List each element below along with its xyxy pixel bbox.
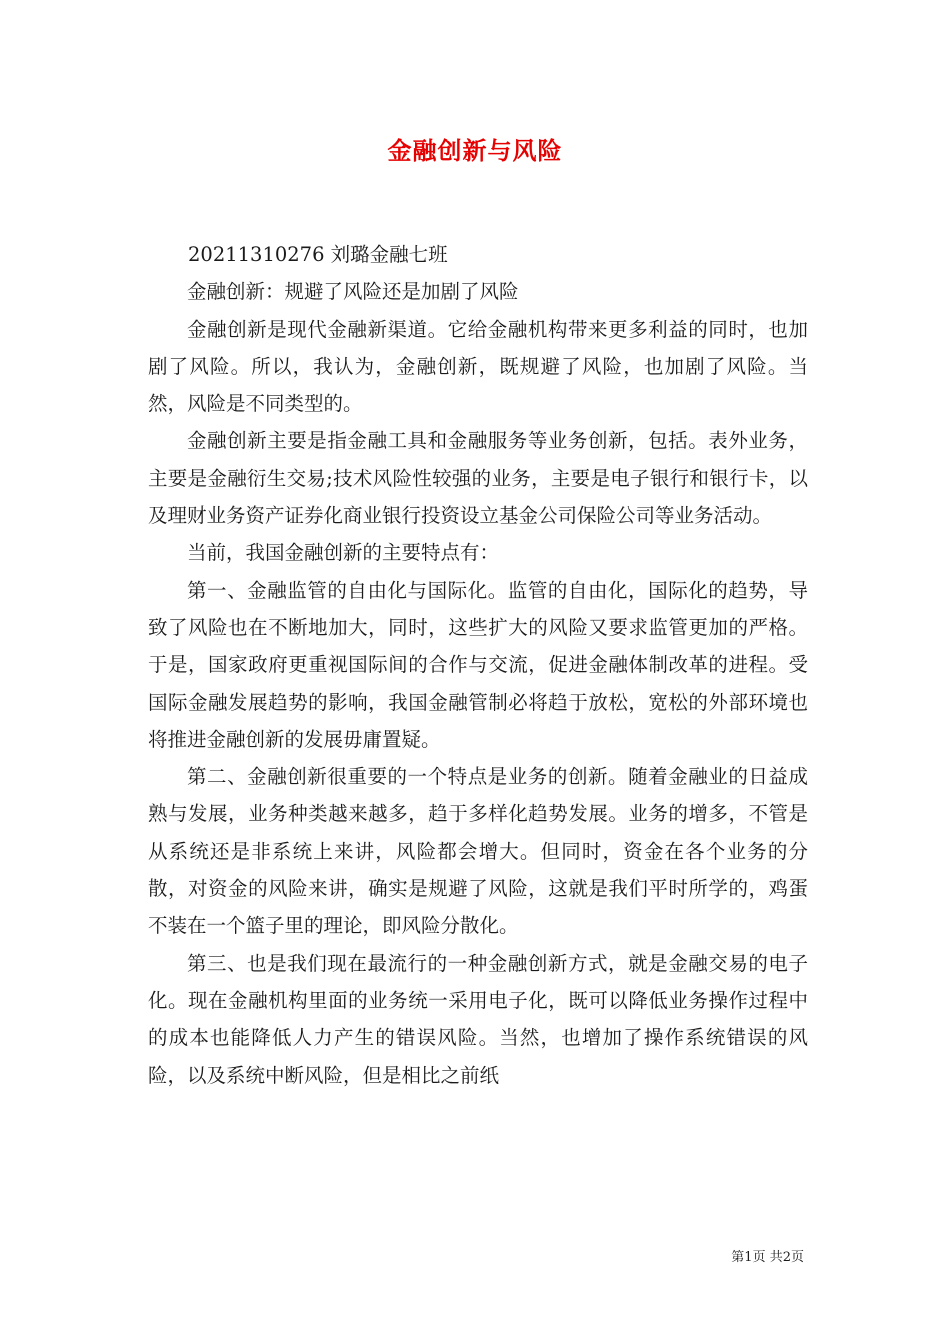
body-paragraph: 当前，我国金融创新的主要特点有： [187, 541, 500, 565]
document-body [148, 236, 808, 1094]
author-line: 20211310276 刘璐金融七班 [188, 243, 448, 266]
footer-prefix: 第 [731, 1250, 745, 1265]
body-paragraph: 金融创新是现代金融新渠道。它给金融机构带来更多利益的同时，也加剧了风险。所以，我认为，金融创新，既规避了风险，也加剧了风险。当然，风险是不同类型的。 [148, 317, 808, 416]
page-footer [731, 1246, 804, 1265]
footer-suffix: 页 [790, 1250, 804, 1265]
footer-middle: 页 共 [752, 1250, 783, 1265]
body-paragraph: 第三、也是我们现在最流行的一种金融创新方式，就是金融交易的电子化。现在金融机构里面的业务统一采用电子化，既可以降低业务操作过程中的成本也能降低人力产生的错误风险。当然，也增加了操作系统错误的风险，以及系统中断风险，但是相比之前纸 [148, 951, 808, 1087]
body-paragraph: 第一、金融监管的自由化与国际化。监管的自由化，国际化的趋势，导致了风险也在不断地加大，同时，这些扩大的风险又要求监管更加的严格。于是，国家政府更重视国际间的合作与交流，促进金融体制改革的进程。受国际金融发展趋势的影响，我国金融管制必将趋于放松，宽松的外部环境也将推进金融创新的发展毋庸置疑。 [148, 578, 808, 751]
body-paragraph: 第二、金融创新很重要的一个特点是业务的创新。随着金融业的日益成熟与发展，业务种类越来越多，趋于多样化趋势发展。业务的增多，不管是从系统还是非系统上来讲，风险都会增大。但同时，资金在各个业务的分散，对资金的风险来讲，确实是规避了风险，这就是我们平时所学的，鸡蛋不装在一个篮子里的理论，即风险分散化。 [148, 765, 808, 938]
document-title: 金融创新与风险 [387, 136, 563, 165]
subtitle-paragraph: 金融创新：规避了风险还是加剧了风险 [187, 280, 519, 304]
body-paragraph: 金融创新主要是指金融工具和金融服务等业务创新，包括。表外业务，主要是金融衍生交易;技术风险性较强的业务，主要是电子银行和银行卡，以及理财业务资产证券化商业银行投资设立基金公司保险公司等业务活动。 [148, 429, 808, 528]
footer-current-page: 1 [744, 1250, 753, 1265]
footer-total-pages: 2 [782, 1250, 791, 1265]
